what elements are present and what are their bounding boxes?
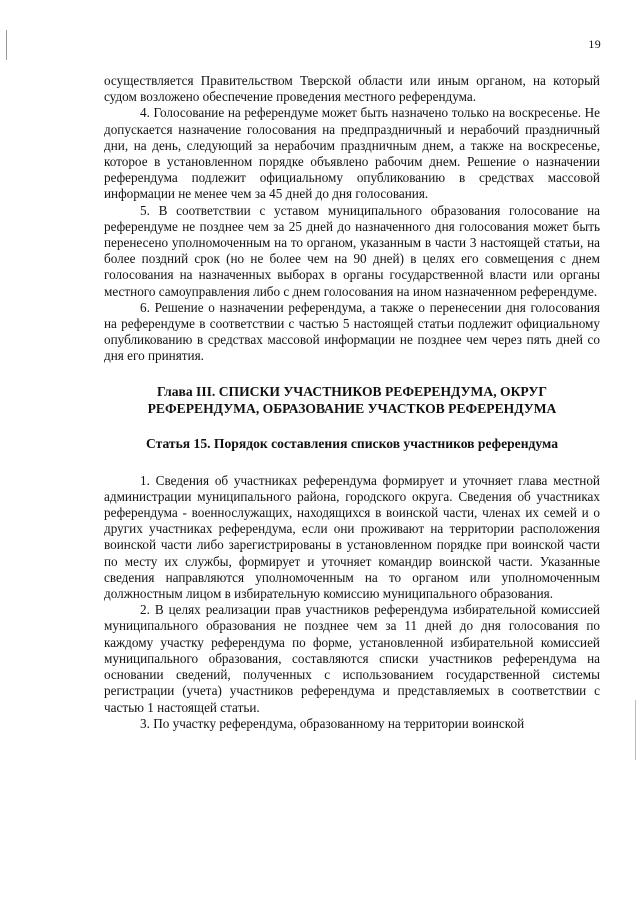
paragraph-6: 6. Решение о назначении референдума, а также о перенесении дня голосования на референдуме в соответствии с частью 5 настоящей статьи подлежит официальному опубликованию в средствах массовой информации не позднее чем через пять дней со дня его принятия.: [104, 299, 600, 364]
article-paragraph-2: 2. В целях реализации прав участников референдума избирательной комиссией муниципального образования не позднее чем за 11 дней до дня голосования по каждому участку референдума по форме, установленной избирательной комиссией муниципального образования, составляются списки участников референдума на основании сведений, полученных с использованием государственной системы регистрации (учета) участников референдума и представляемых в соответствии с частью 1 настоящей статьи.: [104, 602, 600, 715]
document-body: [104, 73, 600, 732]
paragraph-continuation: осуществляется Правительством Тверской области или иным органом, на который судом возложено обеспечение проведения местного референдума.: [104, 73, 600, 105]
paragraph-4: 4. Голосование на референдуме может быть назначено только на воскресенье. Не допускается назначение голосования на предпраздничный и нерабочий праздничный дни, на день, следующий за нерабочим праздничным днем, а также на воскресенье, которое в установленном порядке объявлено рабочим днем. Решение о назначении референдума подлежит официальному опубликованию в средствах массовой информации не менее чем за 45 дней до дня голосования.: [104, 105, 600, 202]
scan-artifact-left: [6, 30, 7, 60]
chapter-heading-line-1: Глава III. СПИСКИ УЧАСТНИКОВ РЕФЕРЕНДУМА, ОКРУГ: [156, 383, 548, 399]
paragraph-5: 5. В соответствии с уставом муниципального образования голосование на референдуме не позднее чем за 25 дней до назначенного дня голосования может быть перенесено уполномоченным на то органом, указанным в части 3 настоящей статьи, на более поздний срок (но не более чем на 90 дней) в целях его совмещения с днем голосования на назначенных выборах в органы государственной власти или органы местного самоуправления либо с днем голосования на ином назначенном референдуме.: [104, 202, 600, 299]
chapter-heading: [104, 383, 600, 417]
article-paragraph-1: 1. Сведения об участниках референдума формирует и уточняет глава местной администрации муниципального района, городского округа. Сведения об участниках референдума - военнослужащих, находящихся в воинской части, членах их семей и о других участниках референдума, если они проживают на территории расположения воинской части либо зарегистрированы в установленном порядке при воинской части по месту их службы, формирует и уточняет командир воинской части. Указанные сведения направляются уполномоченным на то органом или уполномоченным должностным лицом в избирательную комиссию муниципального образования.: [104, 472, 600, 602]
scan-artifact-right: [635, 700, 636, 760]
article-paragraph-3: 3. По участку референдума, образованному на территории воинской: [140, 715, 525, 731]
article-heading: Статья 15. Порядок составления списков участников референдума: [145, 435, 559, 451]
page-number: 19: [588, 37, 601, 51]
chapter-heading-line-2: РЕФЕРЕНДУМА, ОБРАЗОВАНИЕ УЧАСТКОВ РЕФЕРЕНДУМА: [147, 400, 557, 416]
